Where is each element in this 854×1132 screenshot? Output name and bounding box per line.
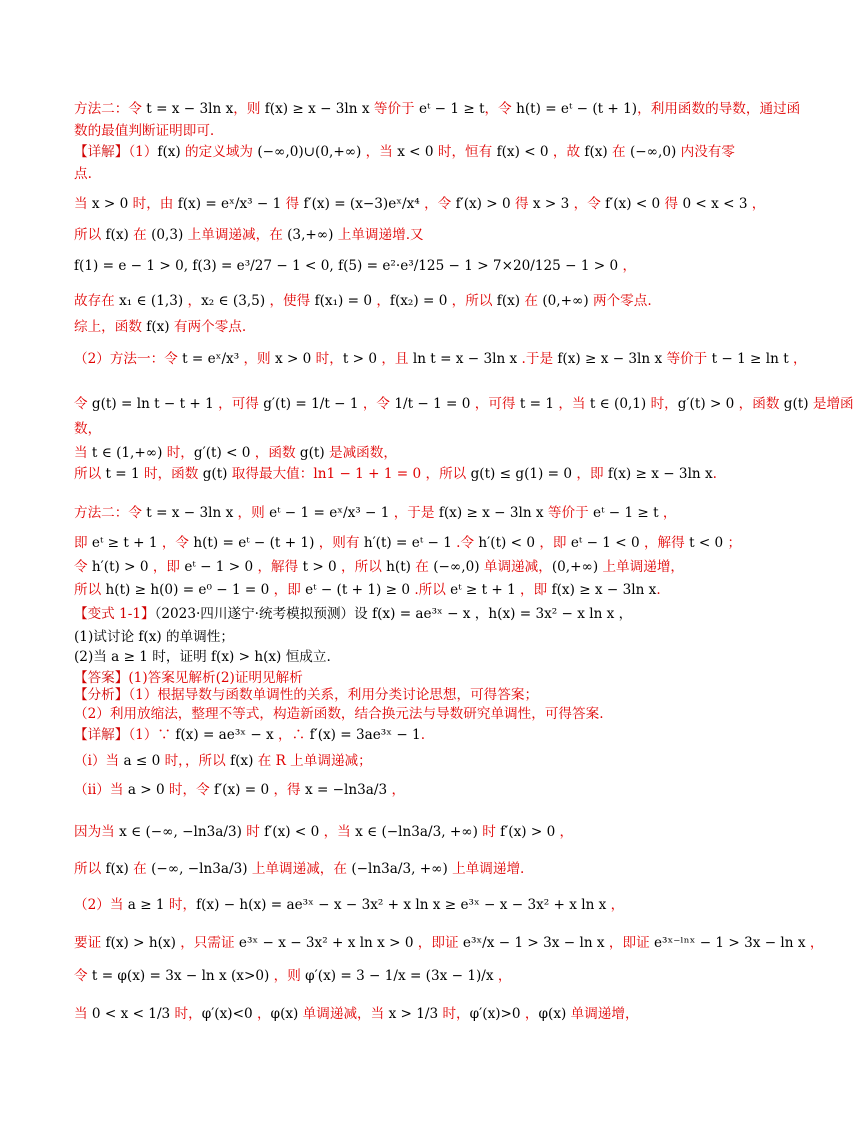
- text-run: ，则有: [314, 535, 364, 551]
- formula: f′(x) < 0: [605, 196, 661, 212]
- text-run: ，当: [319, 824, 356, 840]
- text-line: [74, 860, 524, 878]
- formula: eᵗ − 1 > 0: [184, 559, 254, 575]
- text-run: 单调递减，: [479, 559, 552, 575]
- formula: φ′(x)>0: [469, 1006, 521, 1022]
- text-run: 时，恒有: [433, 144, 497, 160]
- formula: g′(t) > 0: [677, 396, 735, 412]
- formula: f(x) ≥ x − 3ln x: [557, 351, 663, 367]
- formula: x ∈ (−∞, −ln3a/3): [119, 824, 242, 840]
- text-run: 故存在: [74, 293, 120, 309]
- text-run: ，使得: [265, 293, 315, 309]
- text-run: 数，: [74, 421, 102, 437]
- text-run: ，即: [515, 582, 552, 598]
- text-run: 时，: [164, 897, 197, 913]
- text-run: ，: [387, 782, 406, 798]
- text-run: 时，令: [164, 782, 215, 798]
- text-run: ，: [606, 897, 625, 913]
- formula: φ′(x) = 3 − 1/x = (3x − 1)/x: [305, 968, 494, 984]
- text-run: 时，: [311, 351, 343, 367]
- formula: (−ln3a/3, +∞): [351, 861, 448, 877]
- formula: t = φ(x) = 3x − ln x (x>0): [91, 968, 270, 984]
- text-run: （ii）当: [74, 782, 128, 798]
- formula: h′(t) > 0: [91, 559, 149, 575]
- text-run: ，: [805, 935, 824, 951]
- formula: t ∈ (1,+∞): [91, 445, 163, 461]
- text-run: 等价于: [543, 505, 594, 521]
- formula: eᵗ − 1 ≥ t: [418, 101, 485, 117]
- text-run: 在: [128, 227, 152, 243]
- formula: (−∞, −ln3a/3): [151, 861, 248, 877]
- formula: g(t): [202, 466, 228, 482]
- text-run: ，即: [148, 559, 185, 575]
- formula: eᵗ − 1 < 0: [570, 535, 640, 551]
- text-run: ，函数: [250, 445, 300, 461]
- formula: g′(t) < 0: [193, 445, 251, 461]
- formula: φ′(x)<0: [201, 1006, 253, 1022]
- text-run: (1)试讨论: [74, 629, 139, 645]
- text-run: .于是: [517, 351, 558, 367]
- formula: t − 1 ≥ ln t: [711, 351, 789, 367]
- formula: t > 0: [302, 559, 337, 575]
- formula: g′(t) = 1/t − 1: [263, 396, 359, 412]
- text-line: [74, 534, 741, 552]
- formula: h(t) = eᵗ − (t + 1): [516, 101, 638, 117]
- formula: e³ˣ/x − 1 > 3x − ln x: [462, 935, 605, 951]
- text-line: [74, 705, 604, 723]
- text-line: [74, 896, 624, 914]
- formula: h(t) ≥ h(0) = e⁰ − 1 = 0: [105, 582, 270, 598]
- text-line: [74, 318, 246, 336]
- formula: 0 < x < 1/3: [91, 1006, 171, 1022]
- formula: x > 0: [274, 351, 312, 367]
- formula: e³ˣ⁻ˡⁿˣ − 1 > 3x − ln x: [654, 935, 806, 951]
- formula: e³ˣ − x − 3x² + x ln x > 0: [238, 935, 414, 951]
- text-run: 方法二：令: [74, 101, 147, 117]
- formula: (−∞,0): [629, 144, 677, 160]
- text-run: ，解得: [639, 535, 690, 551]
- text-run: ，令: [484, 101, 517, 117]
- formula: h(t): [386, 559, 411, 575]
- text-run: .所以: [410, 582, 451, 598]
- formula: x > 3: [532, 196, 570, 212]
- text-run: 在: [607, 144, 630, 160]
- formula: x > 1/3: [388, 1006, 439, 1022]
- text-run: 上单调递增.: [447, 861, 525, 877]
- formula: t ∈ (0,1): [589, 396, 647, 412]
- formula: f(x): [105, 227, 129, 243]
- text-line: [74, 420, 101, 438]
- text-run: ，令: [569, 196, 606, 212]
- text-run: ，: [520, 1006, 539, 1022]
- text-run: 时，: [170, 1006, 202, 1022]
- formula: eᵗ − (t + 1) ≥ 0: [305, 582, 410, 598]
- formula: (0,3): [151, 227, 184, 243]
- formula: g(t): [783, 396, 809, 412]
- text-run: 取得最大值：ln1 − 1 + 1 = 0 ，所以: [227, 466, 471, 482]
- formula: ln t = x − 3ln x: [412, 351, 518, 367]
- formula: t = 1: [105, 466, 140, 482]
- formula: (0,+∞): [542, 293, 589, 309]
- text-run: 所以: [74, 861, 106, 877]
- text-run: ，令: [419, 196, 456, 212]
- text-run: 点.: [74, 166, 92, 182]
- text-line: [74, 395, 854, 413]
- text-line: [74, 1005, 639, 1023]
- text-run: 即: [74, 535, 92, 551]
- text-run: ，所以: [447, 293, 497, 309]
- text-run: （2）利用放缩法，整理不等式，构造新函数，结合换元法与导数研究单调性，可得答案.: [74, 706, 604, 722]
- formula: h(t) = eᵗ − (t + 1): [193, 535, 315, 551]
- formula: (0,+∞): [551, 559, 599, 575]
- text-run: ；: [723, 535, 742, 551]
- text-line: [74, 143, 735, 161]
- text-line: [74, 226, 424, 244]
- text-run: ，只需证: [175, 935, 239, 951]
- text-run: （1）∵: [128, 727, 176, 743]
- formula: h′(t) < 0: [478, 535, 536, 551]
- text-run: ，故: [548, 144, 585, 160]
- text-run: ，利用函数的导数，通过函: [637, 101, 801, 117]
- text-run: 得: [281, 196, 304, 212]
- text-run: ，: [614, 606, 633, 622]
- text-run: 得: [510, 196, 533, 212]
- text-line: [74, 558, 684, 576]
- section-tag: 【详解】: [74, 727, 129, 743]
- formula: f′(x) > 0: [500, 824, 556, 840]
- text-run: ，令: [157, 535, 194, 551]
- text-run: 等价于: [662, 351, 712, 367]
- text-run: 时，函数: [139, 466, 203, 482]
- text-run: 在: [128, 861, 152, 877]
- formula: h(x) = 3x² − x ln x: [488, 606, 615, 622]
- formula: x = −ln3a/3: [304, 782, 388, 798]
- formula: f(x₂) = 0: [389, 293, 448, 309]
- text-line: [74, 934, 823, 952]
- text-run: 时，由: [128, 196, 178, 212]
- formula: 0 < x < 3: [682, 196, 748, 212]
- formula: g(t) = ln t − t + 1: [91, 396, 214, 412]
- text-run: （2023·四川遂宁·统考模拟预测）设: [154, 606, 373, 622]
- text-line: [74, 504, 677, 522]
- text-run: (1)答案见解析(2)证明见解析: [128, 670, 303, 686]
- text-run: .令: [451, 535, 479, 551]
- text-run: （2）当: [74, 897, 128, 913]
- text-run: ，得: [269, 782, 305, 798]
- text-run: ，且: [377, 351, 413, 367]
- text-run: ，即证: [604, 935, 654, 951]
- text-run: （1）根据导数与函数单调性的关系，利用分类讨论思想，可得答案；: [128, 687, 539, 703]
- formula: f′(x) = 0: [214, 782, 270, 798]
- text-run: ，∴: [273, 727, 310, 743]
- section-tag: 【答案】: [74, 670, 129, 686]
- formula: f(1) = e − 1 > 0, f(3) = e³/27 − 1 < 0, f(5) = e²·e³/125 − 1 > 7×20/125 − 1 > 0: [74, 258, 619, 274]
- formula: x > 0: [91, 196, 129, 212]
- text-run: 等价于: [369, 101, 419, 117]
- text-line: [74, 967, 511, 985]
- formula: x < 0: [397, 144, 434, 160]
- formula: f′(x) < 0: [264, 824, 320, 840]
- formula: a ≥ 1: [127, 897, 165, 913]
- text-run: ，: [788, 351, 807, 367]
- formula: x₁ ∈ (1,3): [119, 293, 184, 309]
- text-line: [74, 100, 800, 118]
- formula: t = eˣ/x³: [182, 351, 240, 367]
- formula: f(x) = eˣ/x³ − 1: [177, 196, 282, 212]
- formula: a > 0: [127, 782, 165, 798]
- text-run: 所以: [74, 227, 106, 243]
- text-run: ，即: [572, 466, 608, 482]
- text-run: .: [712, 466, 717, 482]
- text-run: ，: [372, 293, 390, 309]
- formula: (−∞,0)∪(0,+∞): [257, 144, 362, 160]
- text-line: [74, 823, 573, 841]
- text-run: 综上，函数: [74, 319, 147, 335]
- formula: (3,+∞): [287, 227, 334, 243]
- text-run: 时，证明: [147, 649, 211, 665]
- formula: f(x) = ae³ˣ − x: [175, 727, 274, 743]
- text-run: 在: [520, 293, 543, 309]
- formula: eᵗ − 1 = eˣ/x³ − 1: [269, 505, 390, 521]
- formula: g(t): [299, 445, 325, 461]
- text-run: 两个零点.: [588, 293, 652, 309]
- formula: t > 0: [342, 351, 378, 367]
- text-line: [74, 752, 372, 770]
- text-run: (2)当: [74, 649, 112, 665]
- text-run: ，解得: [253, 559, 303, 575]
- formula: x₂ ∈ (3,5): [201, 293, 266, 309]
- text-run: 时: [477, 824, 501, 840]
- text-run: 的单调性；: [161, 629, 234, 645]
- text-run: .: [656, 582, 661, 598]
- text-run: （i）当: [74, 753, 124, 769]
- text-run: 令: [74, 396, 92, 412]
- text-run: （2）方法一：令: [74, 351, 183, 367]
- text-run: 有两个零点.: [169, 319, 247, 335]
- text-line: [74, 781, 405, 799]
- formula: f(x): [496, 293, 521, 309]
- formula: a ≤ 0: [123, 753, 161, 769]
- text-run: 时，: [162, 445, 194, 461]
- text-run: 令: [74, 968, 92, 984]
- formula: f(x) ≥ x − 3ln x: [551, 582, 657, 598]
- text-run: 在 R 上单调递减；: [253, 753, 372, 769]
- text-run: ，则: [239, 351, 275, 367]
- text-run: ，则: [269, 968, 306, 984]
- text-run: 方法二：令: [74, 505, 147, 521]
- text-line: [74, 605, 632, 623]
- text-run: ，则: [233, 505, 270, 521]
- text-line: [74, 648, 331, 666]
- text-run: 的定义域为: [180, 144, 258, 160]
- formula: f(x): [138, 629, 162, 645]
- text-run: ，所以: [336, 559, 387, 575]
- text-line: [74, 686, 538, 704]
- formula: f(x) ≥ x − 3ln x: [607, 466, 713, 482]
- text-run: 上单调递增.又: [333, 227, 424, 243]
- text-line: [74, 444, 397, 462]
- text-run: ，则: [233, 101, 265, 117]
- text-run: ，函数: [734, 396, 784, 412]
- text-run: ，即证: [413, 935, 463, 951]
- text-run: ，即: [535, 535, 571, 551]
- text-run: ，: [493, 968, 512, 984]
- text-run: 是增函: [808, 396, 854, 412]
- formula: φ(x): [270, 1006, 299, 1022]
- formula: (−∞,0): [433, 559, 480, 575]
- text-run: 时，: [438, 1006, 470, 1022]
- text-run: ，: [618, 258, 637, 274]
- text-run: ，当: [554, 396, 590, 412]
- formula: f(x) > h(x): [211, 649, 282, 665]
- section-tag: 【详解】: [74, 144, 129, 160]
- text-run: ，令: [358, 396, 395, 412]
- text-run: 时，: [646, 396, 678, 412]
- formula: f(x): [146, 319, 170, 335]
- text-run: 上单调递减，在: [183, 227, 288, 243]
- text-run: ，于是: [389, 505, 439, 521]
- formula: t < 0: [689, 535, 724, 551]
- text-run: ，可得: [213, 396, 264, 412]
- text-line: [74, 628, 234, 646]
- formula: t = x − 3ln x: [146, 505, 234, 521]
- text-line: [74, 726, 425, 744]
- text-run: 内没有零: [676, 144, 735, 160]
- text-run: 单调递减，当: [298, 1006, 389, 1022]
- text-run: ，: [183, 293, 202, 309]
- text-run: 所以: [74, 466, 106, 482]
- text-line: [74, 581, 661, 599]
- text-run: （1）: [128, 144, 158, 160]
- text-run: 是减函数，: [324, 445, 397, 461]
- formula: h′(t) = eᵗ − 1: [363, 535, 452, 551]
- formula: f(x): [105, 861, 129, 877]
- text-run: ，: [470, 606, 489, 622]
- formula: eᵗ ≥ t + 1: [450, 582, 516, 598]
- formula: f(x) < 0: [496, 144, 549, 160]
- text-line: [74, 465, 717, 483]
- text-line: [74, 122, 214, 140]
- text-run: 要证: [74, 935, 106, 951]
- formula: t = 1: [519, 396, 554, 412]
- text-run: 所以: [74, 582, 106, 598]
- text-run: ，: [555, 824, 574, 840]
- formula: a ≥ 1: [111, 649, 148, 665]
- text-run: 当: [74, 445, 92, 461]
- text-run: 当: [74, 196, 92, 212]
- formula: f(x): [230, 753, 254, 769]
- formula: f(x): [584, 144, 608, 160]
- text-run: 上单调递增，: [598, 559, 685, 575]
- formula: f(x) ≥ x − 3ln x: [438, 505, 544, 521]
- formula: φ(x): [538, 1006, 567, 1022]
- text-run: 恒成立.: [281, 649, 331, 665]
- text-run: ，: [658, 505, 677, 521]
- formula: f(x) = ae³ˣ − x: [372, 606, 471, 622]
- text-run: 因为当: [74, 824, 120, 840]
- text-line: [74, 292, 652, 310]
- text-run: ，当: [361, 144, 398, 160]
- formula: f(x) − h(x) = ae³ˣ − x − 3x² + x ln x ≥ e³ˣ − x − 3x² + x ln x: [196, 897, 607, 913]
- text-line: [74, 195, 765, 213]
- text-run: .: [420, 727, 426, 743]
- text-run: 令: [74, 559, 92, 575]
- formula: eᵗ − 1 ≥ t: [593, 505, 659, 521]
- formula: f(x) ≥ x − 3ln x: [264, 101, 370, 117]
- text-run: 时: [241, 824, 265, 840]
- formula: f(x): [157, 144, 181, 160]
- text-line: [74, 165, 92, 183]
- formula: g(t) ≤ g(1) = 0: [470, 466, 573, 482]
- formula: eᵗ ≥ t + 1: [91, 535, 158, 551]
- formula: f′(x) > 0: [455, 196, 511, 212]
- text-run: 得: [660, 196, 683, 212]
- text-run: ，即: [269, 582, 306, 598]
- text-run: 在: [410, 559, 434, 575]
- text-run: 当: [74, 1006, 92, 1022]
- formula: t = x − 3ln x: [146, 101, 234, 117]
- text-run: ，: [252, 1006, 271, 1022]
- formula: f(x) > h(x): [105, 935, 176, 951]
- text-line: [74, 669, 303, 687]
- section-tag: 【变式 1-1】: [74, 606, 155, 622]
- formula: x ∈ (−ln3a/3, +∞): [355, 824, 478, 840]
- formula: f′(x) = 3ae³ˣ − 1: [309, 727, 421, 743]
- text-run: ，可得: [470, 396, 520, 412]
- text-run: ，: [747, 196, 766, 212]
- text-line: [74, 257, 636, 275]
- formula: f(x₁) = 0: [314, 293, 372, 309]
- section-tag: 【分析】: [74, 687, 129, 703]
- text-run: 上单调递减，在: [247, 861, 352, 877]
- formula: 1/t − 1 = 0: [394, 396, 471, 412]
- formula: f′(x) = (x−3)eˣ/x⁴: [303, 196, 420, 212]
- text-run: 数的最值判断证明即可.: [74, 123, 215, 139]
- text-run: 时，，所以: [160, 753, 231, 769]
- text-run: 单调递增，: [566, 1006, 639, 1022]
- text-line: [74, 350, 807, 368]
